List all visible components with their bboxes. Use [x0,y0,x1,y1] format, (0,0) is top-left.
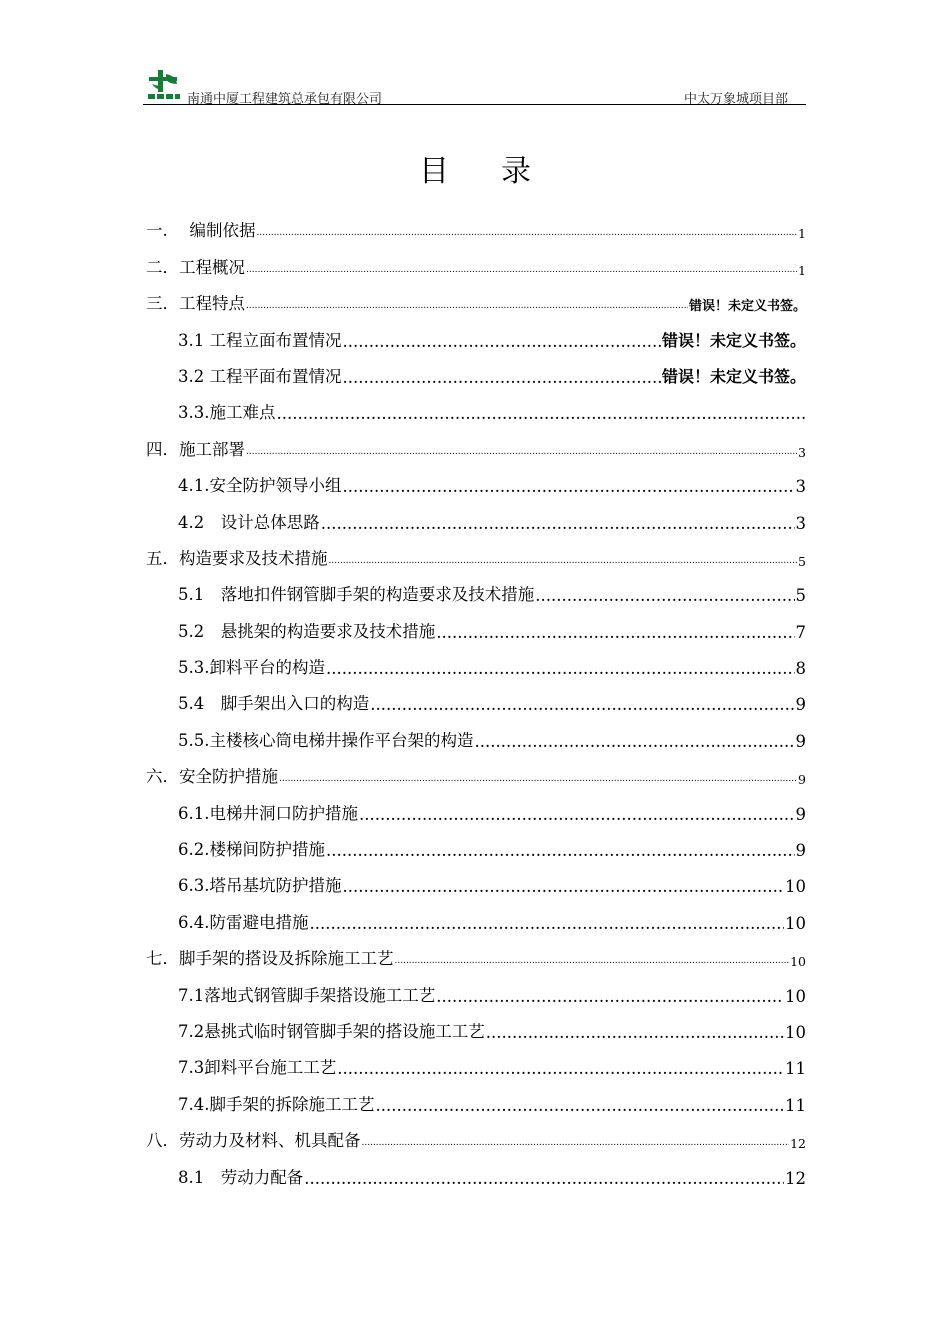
toc-entry-section[interactable] [146,314,806,350]
toc-entry-label: 7.2悬挑式临时钢管脚手架的搭设施工工艺 [178,1021,485,1041]
toc-entry-section[interactable] [146,1078,806,1114]
toc-leader-dots [395,956,790,966]
toc-entry-chapter[interactable] [146,751,806,787]
toc-entry-page: 10 [785,913,806,933]
toc-entry-section[interactable] [146,1042,806,1078]
toc-entry-page: 9 [795,804,806,824]
toc-entry-page: 10 [785,877,806,897]
toc-entry-chapter[interactable] [146,278,806,314]
toc-entry-page: 3 [795,477,806,497]
toc-entry-section[interactable] [146,387,806,423]
toc-entry-section[interactable] [146,714,806,750]
toc-entry-page: 3 [795,513,806,533]
toc-leader-dots [326,841,795,860]
toc-entry-label: 四．施工部署 [146,439,245,459]
toc-leader-dots [376,1096,785,1115]
toc-entry-label: 6.4.防雷避电措施 [178,912,309,932]
toc-entry-page: 9 [795,731,806,751]
toc-entry-label: 八．劳动力及材料、机具配备 [146,1131,361,1151]
toc-leader-dots [279,774,797,784]
toc-entry-label: 3.1 工程立面布置情况 [178,330,342,350]
toc-entry-page: 9 [795,695,806,715]
toc-entry-section[interactable] [146,460,806,496]
toc-leader-dots [436,987,784,1006]
toc-entry-chapter[interactable] [146,1115,806,1151]
toc-entry-page: 1 [798,226,806,242]
toc-entry-chapter[interactable] [146,241,806,277]
toc-entry-label: 5.3.卸料平台的构造 [178,658,325,678]
toc-leader-dots [343,477,795,496]
toc-entry-page: 错误！未定义书签。 [661,366,806,386]
toc-entry-page: 12 [785,1168,806,1188]
toc-entry-label: 6.3.塔吊基坑防护措施 [178,876,342,896]
toc-entry-page: 错误！未定义书签。 [688,299,806,315]
toc-leader-dots [304,1169,784,1188]
toc-entry-section[interactable] [146,824,806,860]
toc-entry-section[interactable] [146,569,806,605]
toc-leader-dots [329,556,798,566]
toc-entry-page: 7 [795,622,806,642]
toc-leader-dots [436,623,794,642]
toc-entry-chapter[interactable] [146,205,806,241]
toc-entry-page: 5 [795,586,806,606]
toc-entry-section[interactable] [146,642,806,678]
toc-leader-dots [246,447,797,457]
toc-entry-page: 10 [785,1022,806,1042]
toc-entry-label: 六．安全防护措施 [146,767,278,787]
toc-entry-section[interactable] [146,496,806,532]
toc-entry-label: 二．工程概况 [146,257,245,277]
toc-entry-page: 错误！未定义书签。 [661,330,806,350]
company-name: 南通中厦工程建筑总承包有限公司 [187,92,383,107]
toc-entry-page: 9 [798,772,806,788]
project-name: 中太万象城项目部 [683,92,788,107]
toc-entry-label: 5.2 悬挑架的构造要求及技术措施 [178,621,436,641]
toc-leader-dots [277,404,806,423]
toc-entry-page: 11 [785,1059,806,1079]
toc-entry-label: 7.3卸料平台施工工艺 [178,1058,337,1078]
toc-leader-dots [337,1059,784,1078]
toc-entry-page: 8 [795,659,806,679]
toc-entry-chapter[interactable] [146,423,806,459]
toc-leader-dots [246,265,797,275]
toc-entry-page: 11 [785,1095,806,1115]
toc-entry-label: 一. 编制依据 [146,221,256,241]
page-header [143,66,806,105]
toc-entry-section[interactable] [146,787,806,823]
toc-entry-section[interactable] [146,678,806,714]
toc-entry-label: 五．构造要求及技术措施 [146,548,328,568]
toc-leader-dots [326,659,795,678]
toc-entry-chapter[interactable] [146,933,806,969]
page-title: 目录 [419,154,583,189]
toc-entry-label: 8.1 劳动力配备 [178,1167,304,1187]
toc-entry-label: 5.1 落地扣件钢管脚手架的构造要求及技术措施 [178,585,535,605]
toc-entry-label: 5.5.主楼核心筒电梯井操作平台架的构造 [178,730,474,750]
toc-leader-dots [359,805,795,824]
toc-entry-page: 10 [790,954,806,970]
toc-leader-dots [321,514,795,533]
toc-leader-dots [343,332,661,351]
toc-entry-label: 3.2 工程平面布置情况 [178,366,342,386]
toc-entry-section[interactable] [146,1151,806,1187]
company-logo [146,68,182,102]
toc-entry-page: 5 [798,553,806,569]
toc-entry-label: 7.1落地式钢管脚手架搭设施工工艺 [178,985,436,1005]
toc-entry-section[interactable] [146,860,806,896]
toc-entry-section[interactable] [146,1006,806,1042]
toc-entry-label: 4.2 设计总体思路 [178,512,320,532]
toc-entry-label: 6.1.电梯井洞口防护措施 [178,803,358,823]
toc-entry-page: 12 [790,1136,806,1152]
toc-leader-dots [475,732,795,751]
toc-entry-label: 七．脚手架的搭设及拆除施工工艺 [146,949,394,969]
toc-entry-label: 4.1.安全防护领导小组 [178,476,342,496]
toc-leader-dots [246,301,688,311]
toc-entry-section[interactable] [146,351,806,387]
toc-leader-dots [535,586,794,605]
toc-leader-dots [343,877,785,896]
toc-leader-dots [486,1023,784,1042]
toc-entry-label: 3.3.施工难点 [178,403,276,423]
toc-entry-label: 5.4 脚手架出入口的构造 [178,694,370,714]
toc-entry-page: 10 [785,986,806,1006]
toc-entry-page: 9 [795,841,806,861]
toc-leader-dots [370,695,794,714]
toc-entry-page: 1 [798,262,806,278]
toc-entry-section[interactable] [146,969,806,1005]
toc-entry-label: 7.4.脚手架的拆除施工工艺 [178,1094,375,1114]
table-of-contents [146,205,806,1188]
toc-entry-section[interactable] [146,605,806,641]
toc-leader-dots [343,368,661,387]
toc-leader-dots [257,228,798,238]
toc-entry-label: 三．工程特点 [146,294,245,314]
toc-entry-page: 3 [798,444,806,460]
toc-leader-dots [362,1138,790,1148]
toc-entry-label: 6.2.楼梯间防护措施 [178,840,325,860]
toc-leader-dots [310,914,785,933]
toc-entry-chapter[interactable] [146,533,806,569]
toc-entry-section[interactable] [146,896,806,932]
